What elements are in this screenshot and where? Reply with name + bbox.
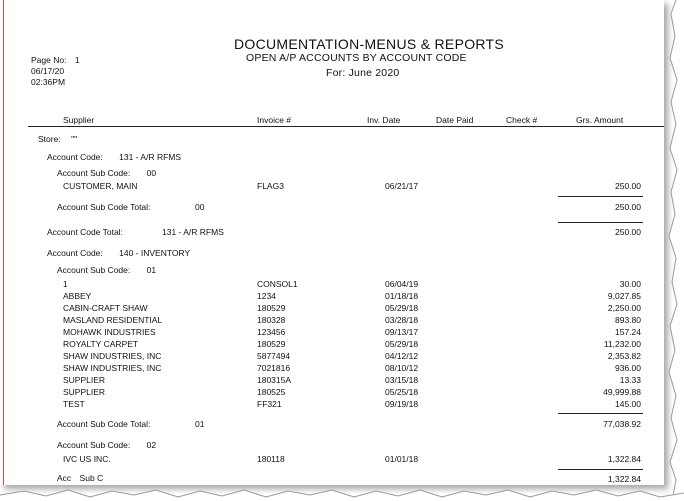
- sub-code-total-code: 00: [195, 202, 205, 212]
- table-row-supplier: CUSTOMER, MAIN: [63, 181, 138, 191]
- col-check: Check #: [506, 115, 538, 125]
- table-row-supplier: MASLAND RESIDENTIAL: [63, 315, 163, 325]
- table-row-amount: 30.00: [619, 279, 641, 289]
- col-gross-amount: Grs. Amount: [576, 115, 624, 125]
- subtotal-rule: [558, 469, 643, 470]
- partial-label-a: Acc: [57, 473, 72, 483]
- table-row-invoice: FF321: [257, 399, 282, 409]
- table-row-invoice: 5877494: [257, 351, 291, 361]
- torn-edge-right: [664, 0, 684, 501]
- table-row-amount: 893.80: [615, 315, 641, 325]
- table-row-inv-date: 05/29/18: [385, 303, 419, 313]
- table-row-amount: 250.00: [615, 181, 641, 191]
- account-code-line: [47, 152, 181, 162]
- table-row-supplier: TEST: [63, 399, 85, 409]
- table-row-amount: 49,999.88: [603, 387, 641, 397]
- table-row-invoice: 180315A: [257, 375, 292, 385]
- col-invoice: Invoice #: [257, 115, 292, 125]
- torn-edge-bottom: [0, 485, 684, 501]
- sub-code-total-amount: 250.00: [615, 202, 641, 212]
- col-inv-date: Inv. Date: [367, 115, 401, 125]
- table-row-invoice: FLAG3: [257, 181, 284, 191]
- report-period: For: June 2020: [326, 67, 400, 79]
- code-total-amount: 250.00: [615, 227, 641, 237]
- code-total-rule: [558, 222, 643, 223]
- col-supplier: Supplier: [63, 115, 95, 125]
- table-row-invoice: 180529: [257, 339, 286, 349]
- table-row-amount: 157.24: [615, 327, 641, 337]
- account-code-label: Account Code:: [47, 248, 103, 258]
- store-label: Store:: [38, 134, 61, 144]
- table-row-amount: 2,353.82: [607, 351, 641, 361]
- table-row-amount: 936.00: [615, 363, 641, 373]
- table-row-inv-date: 01/01/18: [385, 454, 419, 464]
- partial-label-b: Sub C: [79, 473, 104, 483]
- account-sub-code-label: Account Sub Code:: [57, 265, 131, 275]
- table-row-invoice: 180529: [257, 303, 286, 313]
- table-row-supplier: IVC US INC.: [63, 454, 111, 464]
- table-row-invoice: 123456: [257, 327, 286, 337]
- sub-code-total-label: Account Sub Code Total:: [57, 419, 151, 429]
- table-row-amount: 1,322.84: [607, 454, 641, 464]
- subtotal-rule: [558, 413, 643, 414]
- page-margin-line: [3, 0, 4, 485]
- account-sub-code-value: 01: [146, 265, 157, 275]
- account-sub-code-line: [57, 168, 156, 178]
- col-date-paid: Date Paid: [436, 115, 474, 125]
- account-code-label: Account Code:: [47, 152, 103, 162]
- table-row-supplier: SUPPLIER: [63, 375, 106, 385]
- table-row-amount: 11,232.00: [603, 339, 641, 349]
- table-row-inv-date: 05/29/18: [385, 339, 419, 349]
- subtotal-rule: [558, 196, 643, 197]
- code-total-code: 131 - A/R RFMS: [162, 227, 224, 237]
- table-row-invoice: 180118: [257, 454, 285, 464]
- code-total-label: Account Code Total:: [47, 227, 123, 237]
- table-row-supplier: ROYALTY CARPET: [63, 339, 139, 349]
- table-row-inv-date: 06/04/19: [385, 279, 419, 289]
- table-row-inv-date: 08/10/12: [385, 363, 419, 373]
- table-row-amount: 9,027.85: [607, 291, 641, 301]
- account-code-value: 140 - INVENTORY: [119, 248, 191, 258]
- account-sub-code-value: 02: [146, 440, 157, 450]
- table-row-inv-date: 09/19/18: [385, 399, 419, 409]
- sub-code-total-label-partial: [57, 473, 103, 483]
- table-row-invoice: CONSOL1: [257, 279, 298, 289]
- store-value: "": [71, 134, 78, 144]
- account-code-value: 131 - A/R RFMS: [119, 152, 182, 162]
- page-number-block: [31, 55, 80, 66]
- table-row-amount: 13.33: [619, 375, 641, 385]
- account-code-line: [47, 248, 190, 258]
- report-time: 02:36PM: [31, 77, 66, 87]
- table-row-inv-date: 03/15/18: [385, 375, 419, 385]
- page-number: 1: [74, 55, 80, 65]
- table-row-supplier: SUPPLIER: [63, 387, 106, 397]
- header-rule: [28, 126, 664, 127]
- table-row-inv-date: 03/28/18: [385, 315, 419, 325]
- table-row-invoice: 180525: [257, 387, 286, 397]
- table-row-amount: 145.00: [615, 399, 641, 409]
- account-sub-code-line: [57, 265, 156, 275]
- table-row-supplier: SHAW INDUSTRIES, INC: [63, 363, 162, 373]
- page-label: Page No:: [31, 55, 67, 65]
- table-row-supplier: MOHAWK INDUSTRIES: [63, 327, 156, 337]
- account-sub-code-label: Account Sub Code:: [57, 168, 131, 178]
- table-row-inv-date: 06/21/17: [385, 181, 419, 191]
- table-row-inv-date: 04/12/12: [385, 351, 419, 361]
- table-row-invoice: 180328: [257, 315, 286, 325]
- report-date: 06/17/20: [31, 66, 65, 76]
- table-row-inv-date: 01/18/18: [385, 291, 419, 301]
- table-row-invoice: 1234: [257, 291, 276, 301]
- sub-code-total-amount: 77,038.92: [603, 419, 641, 429]
- table-row-supplier: SHAW INDUSTRIES, INC: [63, 351, 162, 361]
- table-row-inv-date: 09/13/17: [385, 327, 419, 337]
- table-row-invoice: 7021816: [257, 363, 291, 373]
- table-row-supplier: 1: [63, 279, 68, 289]
- sub-code-total-amount-partial: 1,322.84: [607, 474, 641, 484]
- account-sub-code-line: [57, 440, 156, 450]
- table-row-supplier: ABBEY: [63, 291, 92, 301]
- report-subtitle: OPEN A/P ACCOUNTS BY ACCOUNT CODE: [246, 52, 467, 64]
- table-row-inv-date: 05/25/18: [385, 387, 419, 397]
- sub-code-total-label: Account Sub Code Total:: [57, 202, 151, 212]
- table-row-amount: 2,250.00: [607, 303, 641, 313]
- sub-code-total-code: 01: [195, 419, 205, 429]
- report-title: DOCUMENTATION-MENUS & REPORTS: [234, 36, 505, 52]
- table-row-supplier: CABIN-CRAFT SHAW: [63, 303, 148, 313]
- account-sub-code-label: Account Sub Code:: [57, 440, 131, 450]
- account-sub-code-value: 00: [146, 168, 157, 178]
- store-line: [38, 134, 77, 144]
